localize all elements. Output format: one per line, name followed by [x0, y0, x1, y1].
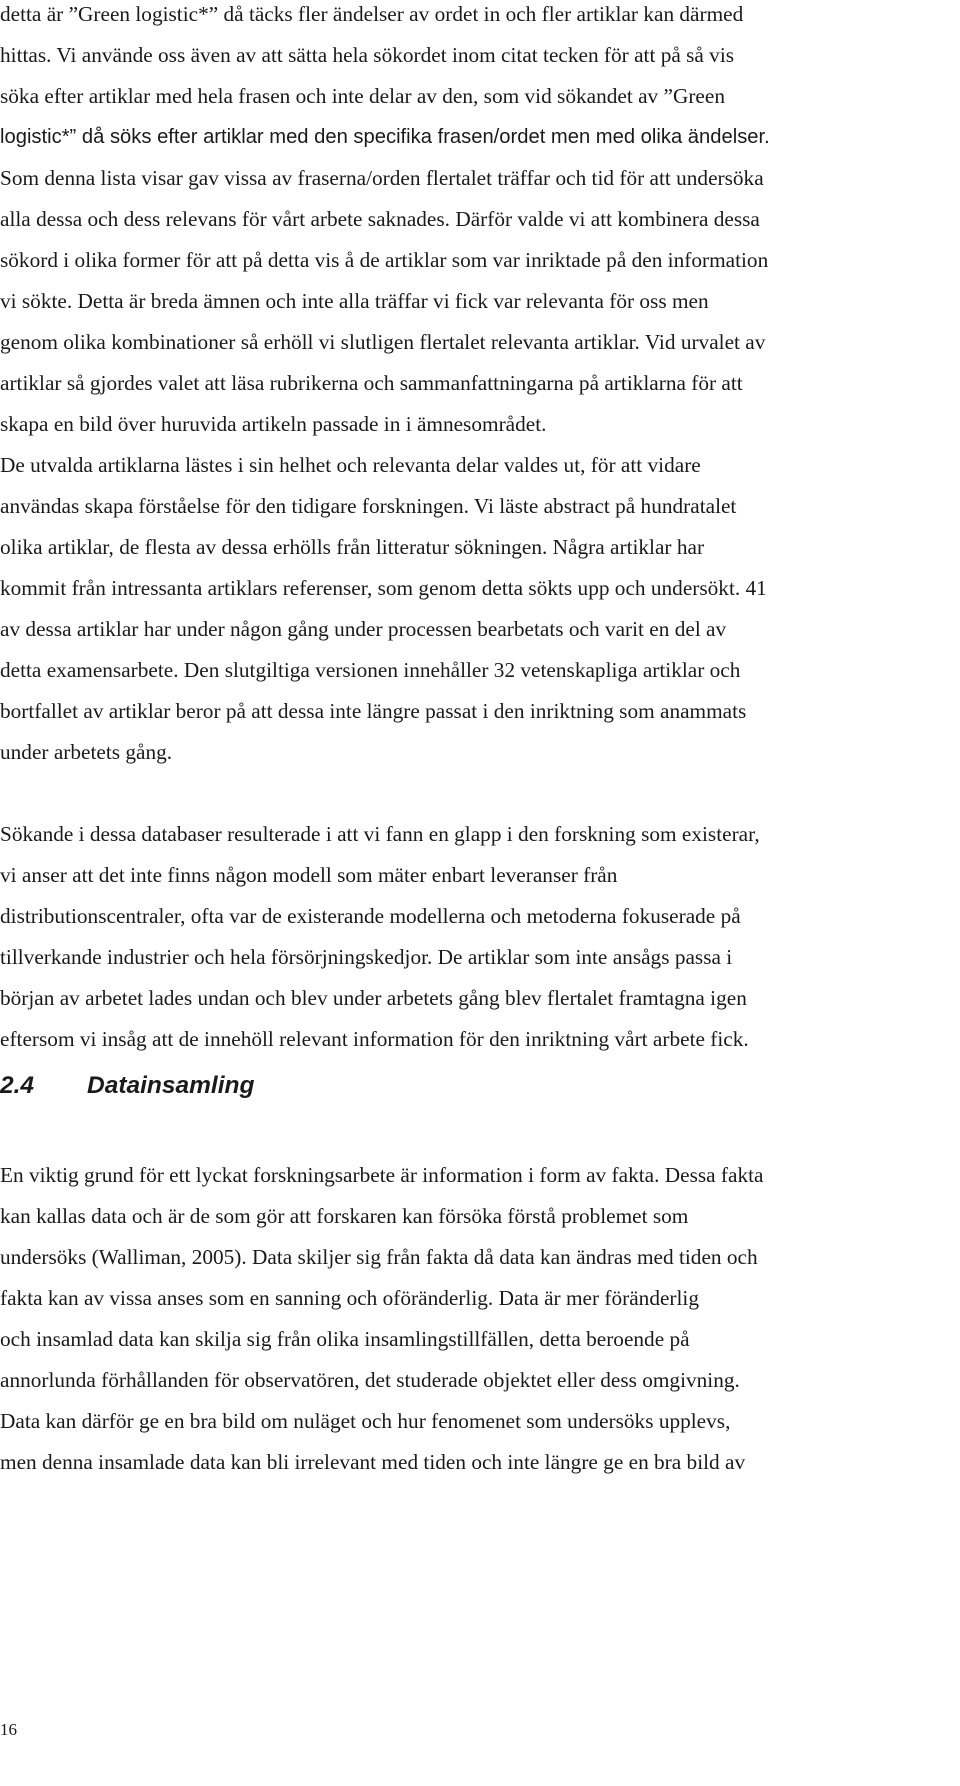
paragraph-2-line-3: olika artiklar, de flesta av dessa erhölls från litteratur sökningen. Några artiklar har [0, 535, 705, 559]
section-heading [0, 1071, 254, 1101]
section-title: Datainsamling [87, 1072, 255, 1099]
paragraph-4-line-7: Data kan därför ge en bra bild om nuläget och hur fenomenet som undersöks upplevs, [0, 1409, 731, 1433]
paragraph-1-line-1: detta är ”Green logistic*” då täcks fler ändelser av ordet in och fler artiklar kan därmed [0, 2, 744, 26]
paragraph-3-line-6: eftersom vi insåg att de innehöll relevant information för den inriktning vårt arbete fick. [0, 1027, 749, 1051]
paragraph-2-line-8: under arbetets gång. [0, 740, 173, 764]
paragraph-1-line-11: skapa en bild över huruvida artikeln passade in i ämnesområdet. [0, 412, 547, 436]
paragraph-2-line-2: användas skapa förståelse för den tidigare forskningen. Vi läste abstract på hundratalet [0, 494, 737, 518]
paragraph-1-line-6: alla dessa och dess relevans för vårt arbete saknades. Därför valde vi att kombinera dessa [0, 207, 760, 231]
paragraph-2-line-5: av dessa artiklar har under någon gång under processen bearbetats och varit en del av [0, 617, 727, 641]
paragraph-4-line-1: En viktig grund för ett lyckat forskningsarbete är information i form av fakta. Dessa fakta [0, 1163, 764, 1187]
paragraph-1-line-8: vi sökte. Detta är breda ämnen och inte alla träffar vi fick var relevanta för oss men [0, 289, 709, 313]
paragraph-4-line-3: undersöks (Walliman, 2005). Data skiljer sig från fakta då data kan ändras med tiden och [0, 1245, 758, 1269]
paragraph-1-line-4: logistic*” då söks efter artiklar med den specifika frasen/ordet men med olika ändelser. [0, 126, 770, 148]
paragraph-1-line-9: genom olika kombinationer så erhöll vi slutligen flertalet relevanta artiklar. Vid urvalet av [0, 330, 766, 354]
paragraph-4-line-5: och insamlad data kan skilja sig från olika insamlingstillfällen, detta beroende på [0, 1327, 690, 1351]
paragraph-1-line-10: artiklar så gjordes valet att läsa rubrikerna och sammanfattningarna på artiklarna för att [0, 371, 743, 395]
paragraph-2-line-4: kommit från intressanta artiklars referenser, som genom detta sökts upp och undersökt. 41 [0, 576, 767, 600]
paragraph-4-line-4: fakta kan av vissa anses som en sanning och oföränderlig. Data är mer föränderlig [0, 1286, 700, 1310]
paragraph-2-line-6: detta examensarbete. Den slutgiltiga versionen innehåller 32 vetenskapliga artiklar och [0, 658, 741, 682]
paragraph-1-line-2: hittas. Vi använde oss även av att sätta hela sökordet inom citat tecken för att på så vis [0, 43, 735, 67]
paragraph-4-line-2: kan kallas data och är de som gör att forskaren kan försöka förstå problemet som [0, 1204, 689, 1228]
paragraph-4-line-8: men denna insamlade data kan bli irrelevant med tiden och inte längre ge en bra bild av [0, 1450, 746, 1474]
paragraph-1-line-3: söka efter artiklar med hela frasen och inte delar av den, som vid sökandet av ”Green [0, 84, 725, 108]
paragraph-3-line-3: distributionscentraler, ofta var de existerande modellerna och metoderna fokuserade på [0, 904, 741, 928]
paragraph-3-line-5: början av arbetet lades undan och blev under arbetets gång blev flertalet framtagna igen [0, 986, 747, 1010]
section-number: 2.4 [0, 1072, 35, 1099]
paragraph-1-line-7: sökord i olika former för att på detta vis å de artiklar som var inriktade på den information [0, 248, 769, 272]
page-number: 16 [0, 1720, 17, 1739]
paragraph-4-line-6: annorlunda förhållanden för observatören, det studerade objektet eller dess omgivning. [0, 1368, 740, 1392]
paragraph-3-line-2: vi anser att det inte finns någon modell som mäter enbart leveranser från [0, 863, 618, 887]
paragraph-2-line-1: De utvalda artiklarna lästes i sin helhet och relevanta delar valdes ut, för att vidare [0, 453, 701, 477]
paragraph-3-line-1: Sökande i dessa databaser resulterade i att vi fann en glapp i den forskning som existerar, [0, 822, 760, 846]
paragraph-1-line-5: Som denna lista visar gav vissa av fraserna/orden flertalet träffar och tid för att undersöka [0, 166, 764, 190]
paragraph-2-line-7: bortfallet av artiklar beror på att dessa inte längre passat i den inriktning som anammats [0, 699, 747, 723]
paragraph-3-line-4: tillverkande industrier och hela försörjningskedjor. De artiklar som inte ansågs passa i [0, 945, 733, 969]
